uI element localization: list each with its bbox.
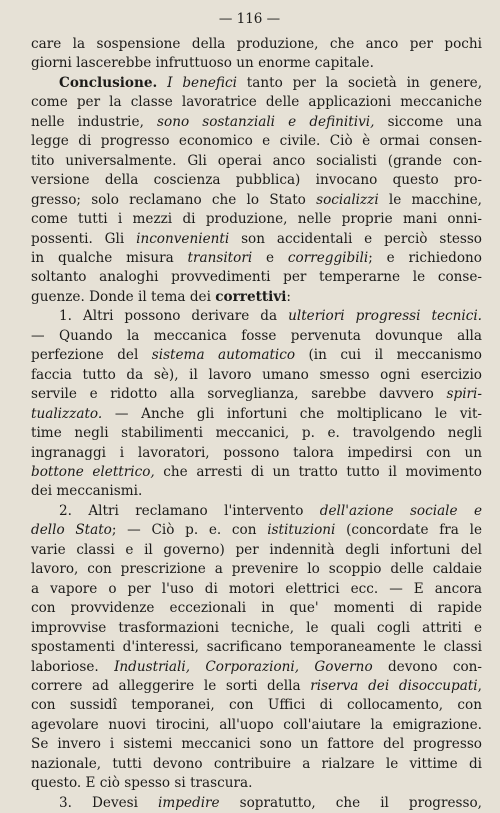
text-span: correre ad alleggerire le sorti della	[31, 677, 311, 694]
text-line	[31, 171, 482, 190]
text-line	[31, 113, 482, 132]
text-span: che arresti di un tratto tutto il movimento	[154, 463, 482, 480]
text-span: 2. Altri reclamano l'intervento	[59, 502, 320, 519]
text-span: :	[286, 288, 291, 305]
text-body	[31, 35, 482, 813]
text-span: servile e ridotto alla sorveglianza, sarebbe davvero	[31, 386, 447, 403]
text-line	[31, 560, 482, 579]
text-line	[31, 385, 482, 404]
text-span: le macchine,	[378, 191, 482, 208]
bold-text: Conclusione.	[59, 74, 158, 91]
text-line	[31, 210, 482, 229]
text-line	[31, 191, 482, 210]
text-span: ; — Ciò p. e. con	[111, 522, 268, 539]
text-span: con provvidenze eccezionali in que' momenti di rapide	[31, 600, 482, 617]
text-span: lavoro, con prescrizione a prevenire lo scoppio delle caldaie	[31, 561, 482, 578]
text-span	[157, 75, 167, 91]
page-number: — 116 —	[218, 11, 281, 27]
text-span: devono con-	[372, 658, 482, 675]
text-span: versione della coscienza pubblica) invocano questo pro-	[31, 172, 482, 189]
italic-text: bottone elettrico,	[31, 463, 155, 480]
text-span: legge di progresso economico e civile. Ciò è ormai consen-	[31, 133, 482, 150]
text-span: nelle industrie,	[31, 113, 158, 130]
italic-text: inconvenienti	[136, 230, 230, 247]
text-span: 1. Altri possono derivare da	[59, 308, 289, 325]
text-span: guenze. Donde il tema dei	[31, 288, 216, 305]
italic-text: Industriali, Corporazioni, Governo	[114, 658, 373, 675]
text-line	[31, 696, 482, 715]
text-span: laboriose.	[31, 658, 115, 675]
text-line	[31, 599, 482, 618]
text-span: son accidentali e perciò stesso	[229, 230, 482, 247]
text-span: dei meccanismi.	[31, 483, 143, 500]
text-line	[31, 54, 482, 73]
text-span: possenti. Gli	[31, 230, 137, 247]
text-line	[31, 366, 482, 385]
text-span: siccome una	[374, 113, 482, 130]
text-line	[31, 541, 482, 560]
text-line	[31, 132, 482, 151]
text-line	[31, 794, 482, 813]
text-line	[31, 716, 482, 735]
text-span: faccia tutto da sè), il lavoro umano smesso ogni esercizio	[31, 366, 482, 383]
text-span: nazionale, tutti devono contribuire a rialzare le vittime di	[31, 755, 482, 772]
text-line	[31, 152, 482, 171]
text-line	[31, 580, 482, 599]
text-line	[31, 230, 482, 249]
text-line	[31, 521, 482, 540]
text-span: — Quando la meccanica fosse pervenuta dovunque alla	[31, 327, 482, 344]
text-span: soltanto analoghi provvedimenti per temperarne le conse-	[31, 269, 482, 286]
text-span: come per la classe lavoratrice delle applicazioni meccaniche	[31, 94, 482, 111]
text-line	[31, 677, 482, 696]
text-line	[31, 424, 482, 443]
text-span: con sussidî temporanei, con Uffici di collocamento, con	[31, 697, 482, 714]
text-span: 3. Devesi	[59, 794, 159, 811]
italic-text: ulteriori progressi tecnici.	[288, 308, 482, 325]
text-line	[31, 249, 482, 268]
text-line	[31, 444, 482, 463]
text-line	[31, 35, 482, 54]
text-span: sopratutto, che il progresso,	[219, 794, 482, 811]
text-line	[31, 268, 482, 287]
text-span: in qualche misura	[31, 249, 188, 266]
text-span: agevolare nuovi tirocini, all'uopo coll'aiutare la emigrazione.	[31, 716, 482, 733]
text-span: perfezione del	[31, 347, 152, 364]
text-span: a vapore o per l'uso di motori elettrici ecc. — E ancora	[31, 580, 482, 597]
text-line	[31, 288, 482, 307]
text-span: — Anche gli infortuni che moltiplicano le vit-	[102, 405, 482, 422]
text-line	[31, 774, 482, 793]
text-line	[31, 405, 482, 424]
text-span: giorni lascerebbe infruttuoso un enorme capitale.	[31, 55, 374, 72]
bold-text: correttivi	[215, 288, 287, 305]
text-span: varie classi e il governo) per indennità degli infortuni del	[31, 541, 482, 558]
italic-text: riserva dei disoccupati	[310, 677, 478, 694]
text-line	[31, 619, 482, 638]
text-span: gresso; solo reclamano che lo Stato	[31, 191, 317, 208]
italic-text: sistema automatico	[151, 347, 296, 364]
text-span: Se invero i sistemi meccanici sono un fattore del progresso	[31, 736, 482, 753]
text-span: ; e richiedono	[368, 249, 482, 266]
text-span: tanto per la società in genere,	[236, 74, 483, 91]
text-span: come tutti i mezzi di produzione, nelle proprie mani onni-	[31, 211, 482, 228]
text-span: time negli stabilimenti meccanici, p. e. travolgendo negli	[31, 425, 482, 442]
text-line	[31, 74, 482, 93]
text-span: care la sospensione della produzione, che anco per pochi	[31, 36, 482, 52]
text-line	[31, 307, 482, 326]
italic-text: dell'azione sociale e	[319, 502, 482, 519]
text-span: improvvise trasformazioni tecniche, le quali cogli attriti e	[31, 619, 482, 636]
text-line	[31, 638, 482, 657]
text-line	[31, 482, 482, 501]
italic-text: dello Stato	[31, 522, 112, 539]
text-span: ingranaggi i lavoratori, possono talora impedirsi con un	[31, 444, 482, 461]
text-line	[31, 658, 482, 677]
text-span: tito universalmente. Gli operai anco socialisti (grande con-	[31, 152, 482, 169]
text-line	[31, 327, 482, 346]
text-line	[31, 502, 482, 521]
italic-text: istituzioni	[267, 522, 336, 539]
text-line	[31, 93, 482, 112]
italic-text: correggibili	[287, 249, 369, 266]
text-span: spostamenti d'interessi, sacrificano temporaneamente le classi	[31, 639, 482, 656]
italic-text: sono sostanziali e definitivi,	[157, 113, 375, 130]
text-span: (in cui il meccanismo	[295, 347, 482, 364]
text-line	[31, 346, 482, 365]
italic-text: socializzi	[316, 191, 379, 208]
text-span: ,	[477, 677, 482, 694]
italic-text: impedire	[158, 794, 220, 811]
text-span: questo. E ciò spesso si trascura.	[31, 775, 253, 792]
italic-text: tualizzato.	[31, 405, 103, 422]
italic-text: I benefici	[167, 74, 237, 91]
text-line	[31, 463, 482, 482]
text-span: e	[252, 249, 288, 266]
italic-text: spiri-	[446, 386, 482, 403]
text-line	[31, 735, 482, 754]
italic-text: transitori	[187, 249, 253, 266]
text-span: (concordate fra le	[335, 522, 482, 539]
text-line	[31, 755, 482, 774]
